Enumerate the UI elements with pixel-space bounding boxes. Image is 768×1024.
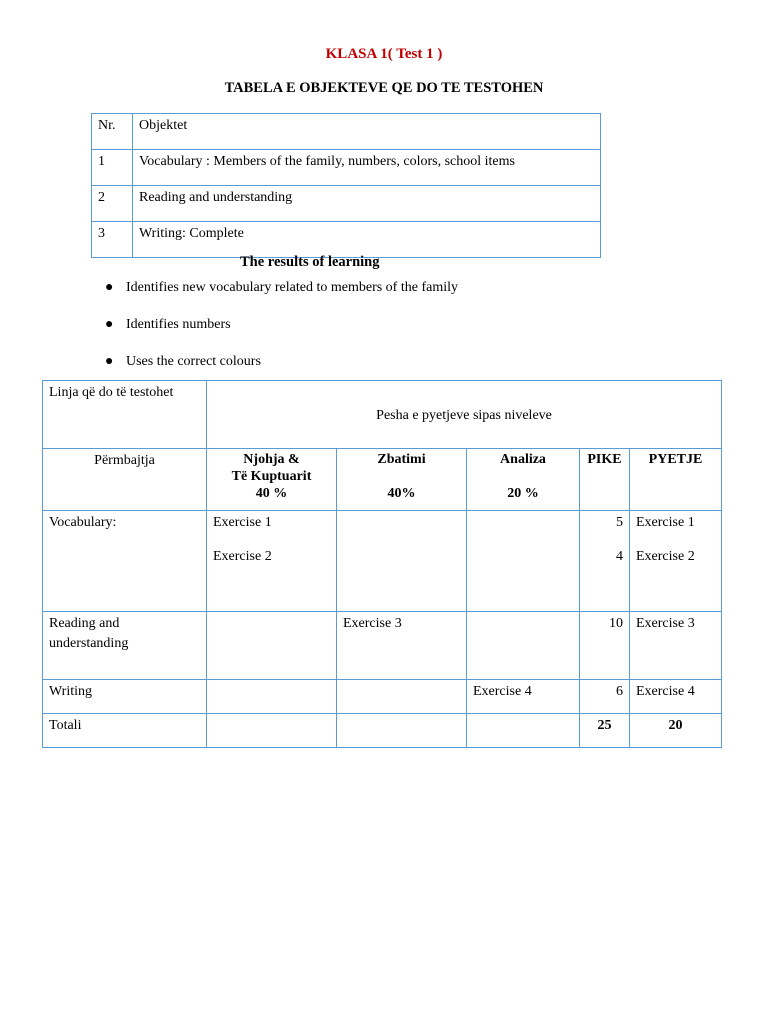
total-row — [43, 714, 722, 748]
empty-cell — [207, 714, 337, 748]
total-questions: 20 — [630, 714, 722, 748]
list-item — [105, 315, 458, 352]
level-percent: 40% — [387, 486, 416, 501]
level-name: Analiza — [500, 452, 546, 467]
list-item-text: Identifies new vocabulary related to members of the family — [126, 280, 458, 295]
header-nr: Nr. — [92, 114, 133, 150]
cell-line: 4 — [616, 549, 623, 564]
row-objective: Writing: Complete — [133, 222, 601, 258]
results-list — [105, 278, 458, 389]
row-questions: Exercise 4 — [630, 680, 722, 714]
header-objektet: Objektet — [133, 114, 601, 150]
row-level1 — [207, 612, 337, 680]
empty-cell — [467, 714, 580, 748]
questions-header: PYETJE — [630, 449, 722, 511]
level-percent: 20 % — [507, 486, 539, 501]
table-row — [43, 511, 722, 612]
cell-line: Exercise 2 — [636, 549, 695, 564]
cell-line: 5 — [616, 515, 623, 530]
row-objective: Reading and understanding — [133, 186, 601, 222]
row-content: Writing — [43, 680, 207, 714]
total-label: Totali — [43, 714, 207, 748]
points-header: PIKE — [580, 449, 630, 511]
document-title: KLASA 1( Test 1 ) — [325, 46, 443, 62]
assessment-table — [42, 380, 722, 748]
table-header-row — [43, 449, 722, 511]
row-questions — [630, 511, 722, 612]
row-number: 1 — [92, 150, 133, 186]
row-level3 — [467, 612, 580, 680]
level-name: Zbatimi — [377, 452, 426, 467]
level-name: Njohja & — [243, 452, 300, 467]
row-level3: Exercise 4 — [467, 680, 580, 714]
row-points — [580, 511, 630, 612]
row-content: Reading and understanding — [43, 612, 207, 680]
content-header: Përmbajtja — [43, 449, 207, 511]
row-level2 — [337, 511, 467, 612]
table-row — [43, 381, 722, 449]
table-row — [43, 612, 722, 680]
level-header-3 — [467, 449, 580, 511]
level-percent: 40 % — [255, 486, 288, 501]
row-points: 6 — [580, 680, 630, 714]
level-header-2 — [337, 449, 467, 511]
list-item-text: Uses the correct colours — [126, 354, 261, 369]
weight-label: Pesha e pyetjeve sipas niveleve — [207, 381, 722, 449]
row-level2: Exercise 3 — [337, 612, 467, 680]
bullet-icon: ● — [105, 280, 114, 295]
level-name-line2: Të Kuptuarit — [231, 469, 312, 484]
row-level2 — [337, 680, 467, 714]
row-level1 — [207, 680, 337, 714]
table-header-row — [92, 114, 601, 150]
line-label: Linja që do të testohet — [43, 381, 207, 449]
bullet-icon: ● — [105, 354, 114, 369]
row-level3 — [467, 511, 580, 612]
bullet-icon: ● — [105, 317, 114, 332]
row-number: 2 — [92, 186, 133, 222]
empty-cell — [337, 714, 467, 748]
results-title: The results of learning — [240, 254, 380, 270]
row-points: 10 — [580, 612, 630, 680]
cell-line: Exercise 2 — [213, 549, 272, 564]
list-item — [105, 278, 458, 315]
row-level1 — [207, 511, 337, 612]
level-name-line2 — [473, 468, 573, 485]
row-objective: Vocabulary : Members of the family, numbers, colors, school items — [133, 150, 601, 186]
cell-line: Exercise 1 — [213, 515, 272, 530]
level-name-line2 — [343, 468, 460, 485]
row-questions: Exercise 3 — [630, 612, 722, 680]
row-content: Vocabulary: — [43, 511, 207, 612]
total-points: 25 — [580, 714, 630, 748]
list-item-text: Identifies numbers — [126, 317, 231, 332]
table-row — [92, 150, 601, 186]
table-row — [92, 222, 601, 258]
row-number: 3 — [92, 222, 133, 258]
cell-line: Exercise 1 — [636, 515, 695, 530]
table-row — [43, 680, 722, 714]
level-header-1 — [207, 449, 337, 511]
objectives-table — [91, 113, 601, 258]
table-row — [92, 186, 601, 222]
objectives-table-title: TABELA E OBJEKTEVE QE DO TE TESTOHEN — [224, 80, 544, 96]
